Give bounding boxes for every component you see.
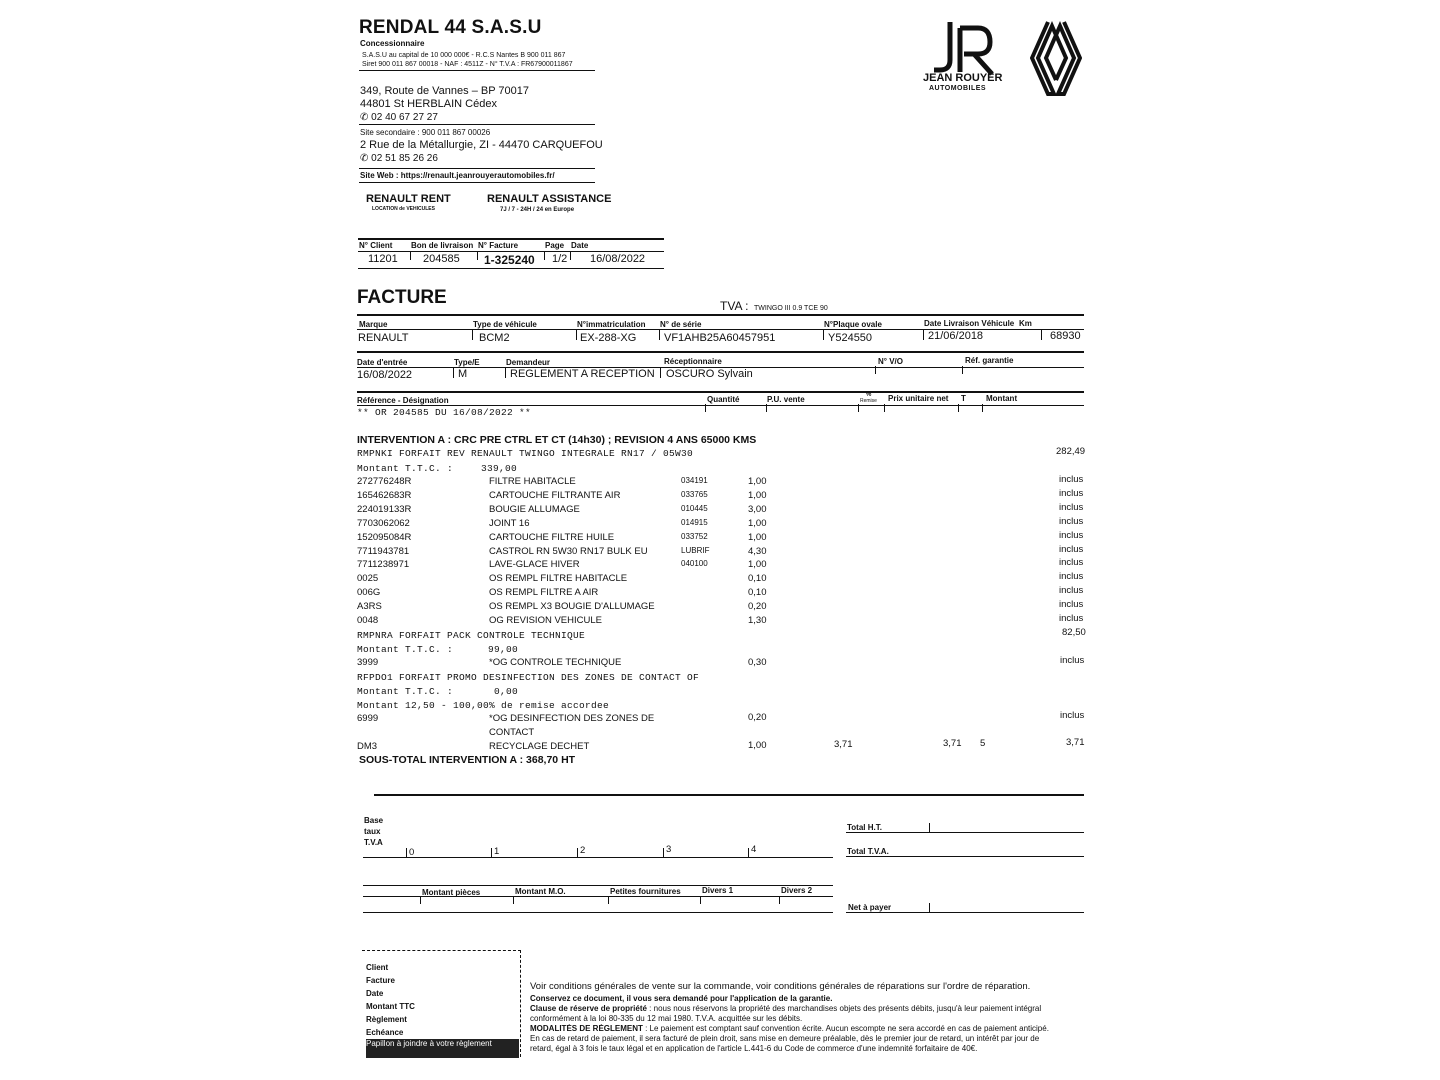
item-code: 010445 [681,504,708,513]
vehicle-date-livraison: 21/06/2018 [928,330,984,342]
tva-rate-3: 3 [666,844,672,855]
item-4-ref: DM3 [357,741,378,752]
item-3-ref: 6999 [357,713,379,724]
order-receptionnaire: OSCURO Sylvain [666,368,753,380]
phone-icon: ✆ [360,112,372,123]
conditions-line-5: MODALITÉS DE RÈGLEMENT : Le paiement est comptant sauf convention écrite. Aucun escompte ne sera accordé en cas de paiement anticipé. [530,1024,1049,1033]
tva-box-tva: T.V.A [364,838,383,847]
website: Site Web : https://renault.jeanrouyerautomobiles.fr/ [360,171,555,180]
label-plaque: N°Plaque ovale [824,320,882,329]
forfait-3-ttc-label: Montant T.T.C. : [357,686,454,697]
montant-mo-label: Montant M.O. [515,887,566,896]
client-number: 11201 [368,253,398,265]
item-2-qty: 0,30 [748,657,767,668]
petites-fournitures-label: Petites fournitures [610,887,681,896]
vehicle-model: TWINGO III 0.9 TCE 90 [754,305,828,312]
item-montant: inclus [1059,557,1084,568]
page-number: 1/2 [552,253,568,265]
invoice-number: 1-325240 [484,253,535,267]
conditions-line-3: Clause de réserve de propriété : nous nous réservons la propriété des marchandises objets des présents débits, jusqu'à leur paiement intégral [530,1004,1042,1013]
tva-box-base: Base [364,816,384,825]
renault-rent-title: RENAULT RENT [366,193,451,205]
item-designation: CARTOUCHE FILTRANTE AIR [489,490,621,501]
renault-rent-subtitle: LOCATION de VEHICULES [372,206,435,212]
company-name: RENDAL 44 S.A.S.U [359,17,542,38]
item-designation: OS REMPL FILTRE HABITACLE [489,573,628,584]
item-montant: inclus [1059,530,1084,541]
forfait-1-ttc: 339,00 [481,463,518,474]
vehicle-km: 68930 [1050,330,1081,342]
order-demandeur: REGLEMENT A RECEPTION [510,368,655,380]
address-line-1: 349, Route de Vannes – BP 70017 [360,85,530,97]
conditions-line-2: Conservez ce document, il vous sera demandé pour l'application de la garantie. [530,994,833,1003]
stub-echeance: Echéance [366,1028,404,1037]
item-designation: OG REVISION VEHICULE [489,615,602,626]
sous-total: SOUS-TOTAL INTERVENTION A : 368,70 HT [359,754,576,766]
item-3-designation-1: *OG DESINFECTION DES ZONES DE [489,713,655,724]
tva-rate-4: 4 [751,844,757,855]
intervention-title: INTERVENTION A : CRC PRE CTRL ET CT (14h30) ; REVISION 4 ANS 65000 KMS [357,434,757,446]
item-4-pu-net: 3,71 [943,738,962,749]
address-line-2: 44801 St HERBLAIN Cédex [360,98,497,110]
item-code: 034191 [681,476,708,485]
label-bon-livraison: Bon de livraison [411,241,474,250]
label-immatriculation: N°immatriculation [577,320,646,329]
item-3-montant: inclus [1060,710,1085,721]
item-montant: inclus [1059,516,1084,527]
forfait-3-ttc: 0,00 [494,686,519,697]
item-4-montant: 3,71 [1066,737,1085,748]
col-pu-net: Prix unitaire net [888,394,949,403]
item-montant: inclus [1059,544,1084,555]
order-type: M [458,368,468,380]
stub-facture: Facture [366,976,395,985]
label-type-vehicule: Type de véhicule [473,320,537,329]
secondary-site: Site secondaire : 900 011 867 00026 [360,128,491,137]
label-serie: N° de série [660,320,702,329]
address-line-3: 2 Rue de la Métallurgie, ZI - 44470 CARQUEFOU [360,139,603,151]
stub-client: Client [366,963,389,972]
label-vo: N° V/O [878,357,903,366]
item-4-qty: 1,00 [748,740,767,751]
conditions-line-6: En cas de retard de paiement, il sera facturé de plein droit, sans mise en demeure préalable, dès le premier jour de retard, un intérêt par jour de [530,1034,1040,1043]
label-type-e: Type/E [454,358,480,367]
item-qty: 0,10 [748,587,767,598]
label-facture: N° Facture [478,241,519,250]
order-date-entree: 16/08/2022 [357,369,413,381]
forfait-3-remise: Montant 12,50 - 100,00% de remise accordee [357,700,610,711]
forfait-2-label: RMPNRA FORFAIT PACK CONTROLE TECHNIQUE [357,630,586,641]
item-qty: 1,00 [748,559,767,570]
legal-line-2: Siret 900 011 867 00018 - NAF : 4511Z - N° T.V.A : FR67900011867 [362,61,573,68]
total-ht-label: Total H.T. [847,823,882,832]
vehicle-marque: RENAULT [358,332,409,344]
item-3-designation-2: CONTACT [489,727,535,738]
vehicle-type: BCM2 [479,332,510,344]
stub-montant-ttc: Montant TTC [366,1002,415,1011]
item-qty: 1,00 [748,518,767,529]
item-ref: 152095084R [357,532,412,543]
item-montant: inclus [1059,571,1084,582]
item-montant: inclus [1059,613,1084,624]
stub-reglement: Règlement [366,1015,407,1024]
label-page: Page [545,241,565,250]
jean-rouyer-logo: JEAN ROUYER AUTOMOBILES [928,20,1008,100]
col-pu-vente: P.U. vente [767,395,805,404]
tva-box-taux: taux [364,827,381,836]
item-qty: 1,00 [748,532,767,543]
conditions-line-7: retard, égal à 3 fois le taux légal et en application de l'article L.441-6 du Code de commerce d'une indemnité forfaitaire de 40€. [530,1044,978,1053]
label-client: N° Client [359,241,393,250]
phone-1: ✆ 02 40 67 27 27 [360,112,438,123]
item-designation: CASTROL RN 5W30 RN17 BULK EU [489,546,648,557]
item-code: LUBRIF [681,546,710,555]
vehicle-immat: EX-288-XG [580,332,637,344]
label-demandeur: Demandeur [506,358,551,367]
item-qty: 3,00 [748,504,767,515]
label-receptionnaire: Réceptionnaire [664,357,722,366]
label-marque: Marque [359,320,388,329]
item-designation: JOINT 16 [489,518,530,529]
renault-logo [1030,20,1082,96]
item-ref: 7711238971 [357,559,410,570]
legal-line-1: S.A.S.U au capital de 10 000 000€ - R.C.S Nantes B 900 011 867 [362,52,566,59]
forfait-1-label: RMPNKI FORFAIT REV RENAULT TWINGO INTEGRALE RN17 / 05W30 [357,448,694,459]
item-montant: inclus [1059,585,1084,596]
forfait-2-ttc-label: Montant T.T.C. : [357,644,454,655]
item-ref: 7703062062 [357,518,410,529]
col-montant: Montant [986,394,1018,403]
tva-rate-0: 0 [409,847,415,858]
item-ref: 272776248R [357,476,412,487]
divers-2-label: Divers 2 [781,886,813,895]
vehicle-serie: VF1AHB25A60457951 [664,332,776,344]
tva-label: TVA : [720,299,749,313]
jr-monogram-icon [928,20,1008,76]
col-t: T [961,394,966,403]
document-title: FACTURE [357,287,447,308]
item-montant: inclus [1059,502,1084,513]
item-code: 040100 [681,559,708,568]
item-qty: 4,30 [748,546,767,557]
item-4-tva-code: 5 [980,738,986,749]
item-4-pu: 3,71 [834,739,853,750]
company-subtitle: Concessionnaire [360,39,425,48]
item-designation: LAVE-GLACE HIVER [489,559,580,570]
item-ref: 224019133R [357,504,412,515]
item-ref: 0048 [357,615,379,626]
forfait-1-ttc-label: Montant T.T.C. : [357,463,454,474]
tva-rate-1: 1 [494,846,500,857]
item-designation: FILTRE HABITACLE [489,476,576,487]
total-tva-label: Total T.V.A. [847,847,889,856]
col-remise-pct: % [866,392,872,398]
item-qty: 0,20 [748,601,767,612]
forfait-2-ttc: 99,00 [488,644,519,655]
item-3-qty: 0,20 [748,712,767,723]
item-ref: 165462683R [357,490,412,501]
label-ref-garantie: Réf. garantie [965,356,1014,365]
conditions-line-1: Voir conditions générales de vente sur la commande, voir conditions générales de réparations sur l'ordre de réparation. [530,981,1031,992]
item-qty: 1,00 [748,490,767,501]
item-2-designation: *OG CONTROLE TECHNIQUE [489,657,622,668]
col-remise: Remise [860,398,877,404]
renault-diamond-icon [1030,20,1082,96]
item-montant: inclus [1059,599,1084,610]
item-designation: BOUGIE ALLUMAGE [489,504,580,515]
item-designation: OS REMPL X3 BOUGIE D'ALLUMAGE [489,601,655,612]
phone-icon: ✆ [360,153,372,164]
item-ref: 7711943781 [357,546,410,557]
renault-assistance-title: RENAULT ASSISTANCE [487,193,612,205]
item-ref: A3RS [357,601,382,612]
vehicle-plaque: Y524550 [828,332,873,344]
bon-livraison-number: 204585 [423,253,460,265]
item-montant: inclus [1059,474,1084,485]
item-qty: 1,30 [748,615,767,626]
col-quantite: Quantité [707,395,740,404]
forfait-1-amount: 282,49 [1056,446,1086,457]
invoice-date: 16/08/2022 [590,253,646,265]
item-designation: CARTOUCHE FILTRE HUILE [489,532,615,543]
item-montant: inclus [1059,488,1084,499]
stub-footer: Papillon à joindre à votre règlement [366,1039,519,1058]
forfait-3-label: RFPDO1 FORFAIT PROMO DESINFECTION DES ZONES DE CONTACT OF [357,672,700,683]
montant-pieces-label: Montant pièces [422,888,481,897]
item-4-designation: RECYCLAGE DECHET [489,741,590,752]
phone-2: ✆ 02 51 85 26 26 [360,153,438,164]
item-code: 014915 [681,518,708,527]
label-date: Date [571,241,589,250]
divers-1-label: Divers 1 [702,886,734,895]
item-code: 033752 [681,532,708,541]
forfait-2-amount: 82,50 [1062,627,1086,638]
label-date-livraison: Date Livraison Véhicule [924,319,1015,328]
renault-assistance-subtitle: 7J / 7 - 24H / 24 en Europe [500,207,575,213]
item-code: 033765 [681,490,708,499]
conditions-line-4: conformément à la loi 80-335 du 12 mai 1980. T.V.A. acquittée sur les débits. [530,1014,803,1023]
item-qty: 0,10 [748,573,767,584]
col-ref-designation: Référence - Désignation [357,396,449,405]
label-date-entree: Date d'entrée [357,358,408,367]
stub-date: Date [366,989,384,998]
tva-rate-2: 2 [580,845,586,856]
item-2-ref: 3999 [357,657,379,668]
item-designation: OS REMPL FILTRE A AIR [489,587,599,598]
item-2-montant: inclus [1060,655,1085,666]
label-km: Km [1019,319,1032,328]
item-ref: 006G [357,587,381,598]
item-ref: 0025 [357,573,379,584]
net-a-payer-label: Net à payer [848,903,892,912]
item-qty: 1,00 [748,476,767,487]
or-reference-line: ** OR 204585 DU 16/08/2022 ** [357,407,532,418]
